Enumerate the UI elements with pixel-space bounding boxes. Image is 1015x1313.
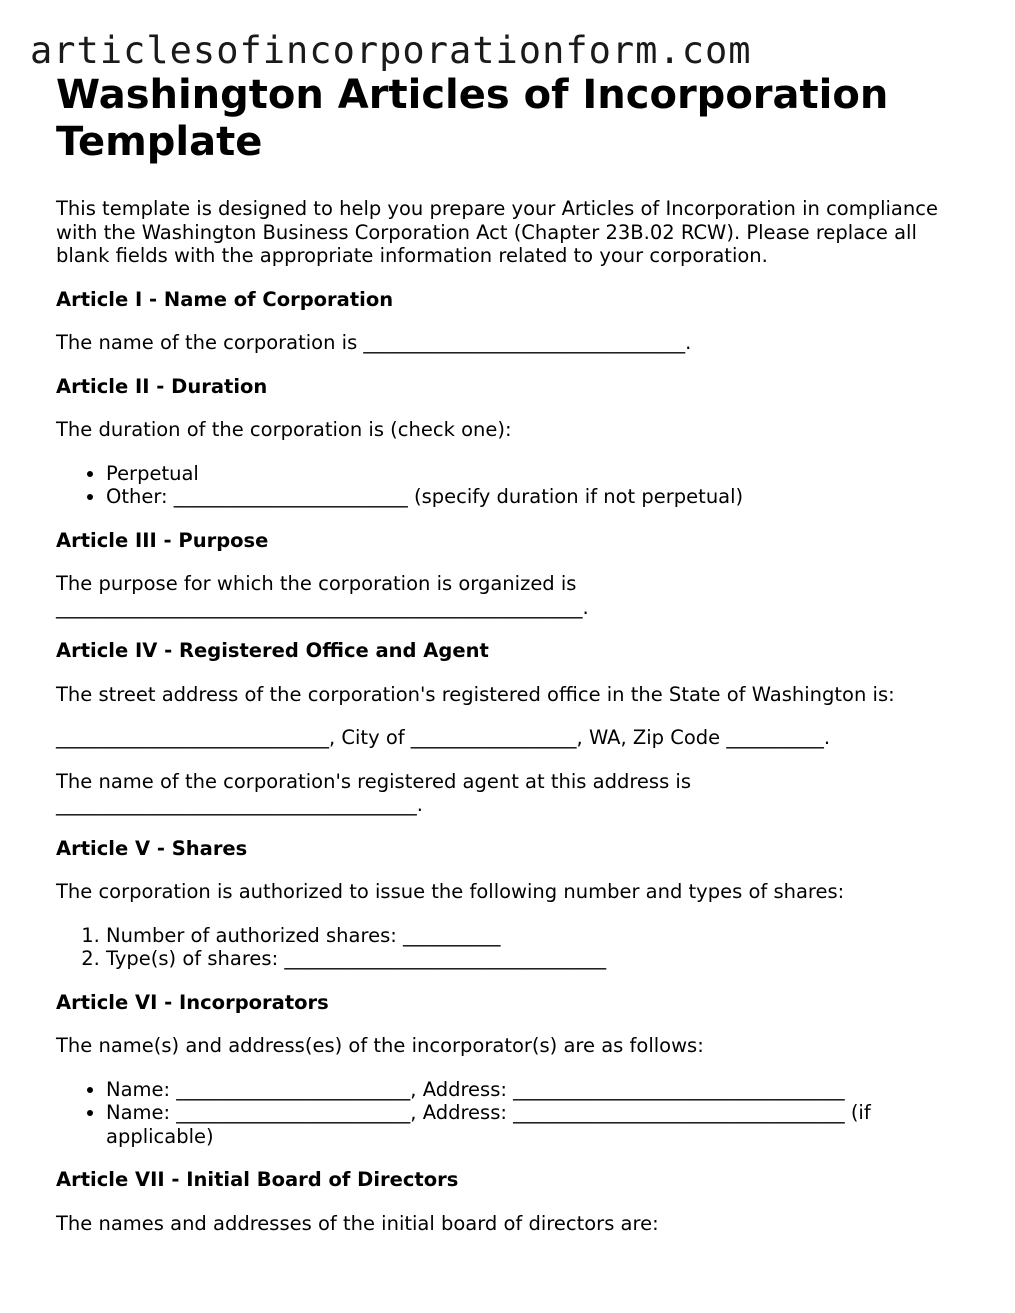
list-item: 2. Type(s) of shares: _________________________________ (106, 947, 966, 971)
list-item: • Other: ________________________ (specify duration if not perpetual) (106, 485, 966, 509)
article-4-heading: Article IV - Registered Office and Agent (56, 639, 489, 662)
article-3-text: The purpose for which the corporation is organized is ______________________________________________________. (56, 572, 589, 619)
page-title: Washington Articles of Incorporation Template (56, 72, 889, 165)
article-4-text-office: The street address of the corporation's registered office in the State of Washington is: (56, 682, 895, 706)
article-6-text: The name(s) and address(es) of the incorporator(s) are as follows: (56, 1034, 704, 1057)
article-7-heading: Article VII - Initial Board of Directors (56, 1168, 459, 1191)
site-watermark: articlesofincorporationform.com (30, 29, 752, 72)
article-6-heading: Article VI - Incorporators (56, 990, 329, 1014)
article-7-text: The names and addresses of the initial board of directors are: (56, 1211, 659, 1235)
intro-paragraph: This template is designed to help you prepare your Articles of Incorporation in compliance with the Washington Business Corporation Act (Chapter 23B.02 RCW). Please replace all blank fields with the appropriate information related to your corporation. (56, 197, 938, 267)
list-item: • Perpetual (106, 462, 966, 486)
list-item: 1. Number of authorized shares: __________ (106, 924, 966, 948)
list-item: • Name: ________________________, Address: __________________________________ (106, 1078, 966, 1102)
article-4-text-agent: The name of the corporation's registered agent at this address is _____________________________________. (56, 769, 692, 816)
article-5-text: The corporation is authorized to issue the following number and types of shares: (56, 880, 845, 903)
document-body (56, 72, 966, 1255)
article-1-text: The name of the corporation is _________________________________. (56, 331, 692, 354)
incorporators-list (56, 1078, 966, 1149)
duration-options-list (56, 462, 966, 509)
article-1-heading: Article I - Name of Corporation (56, 287, 394, 311)
article-2-text: The duration of the corporation is (check one): (56, 418, 512, 441)
list-item: • Name: ________________________, Address: __________________________________ (if applicable) (106, 1101, 966, 1148)
article-5-heading: Article V - Shares (56, 836, 248, 860)
shares-list (56, 924, 966, 971)
article-2-heading: Article II - Duration (56, 374, 268, 398)
article-3-heading: Article III - Purpose (56, 528, 269, 552)
article-4-address-line: ____________________________, City of _________________, WA, Zip Code __________. (56, 726, 831, 749)
